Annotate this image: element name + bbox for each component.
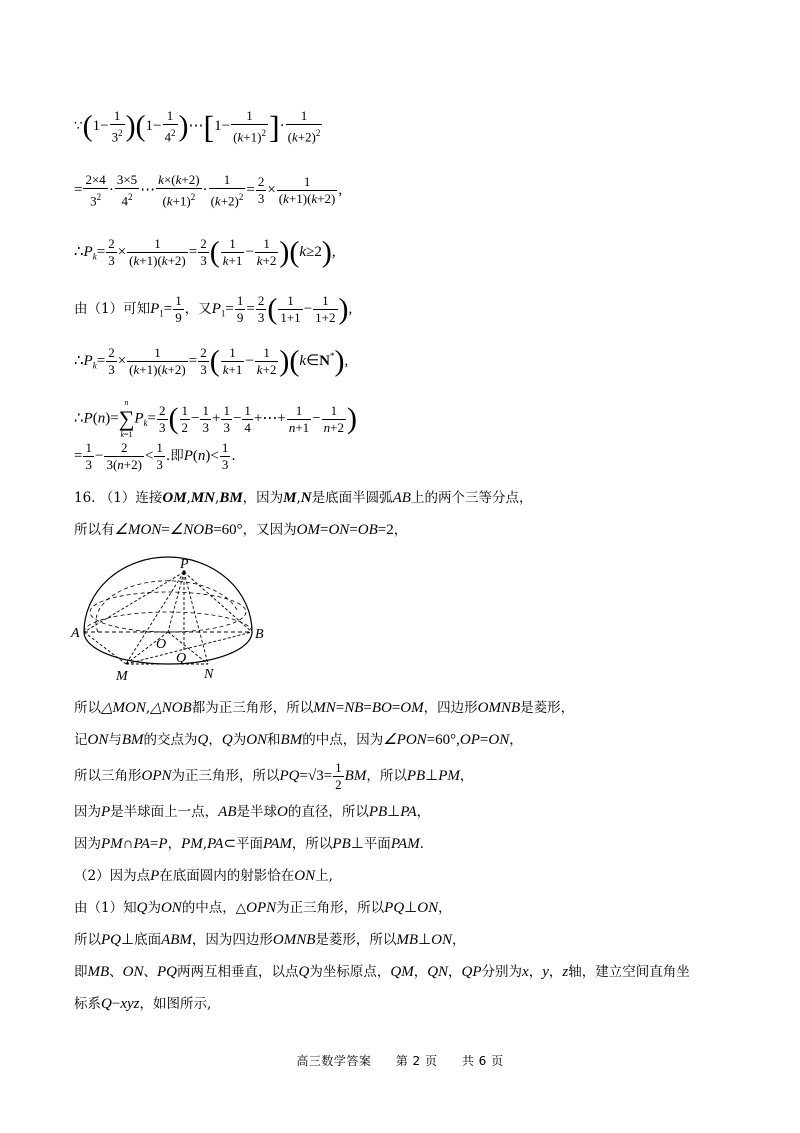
- problem16-line-9: 由（1）知Q为ON的中点，△OPN为正三角形，所以PQ⊥ON，: [74, 900, 452, 916]
- line-am: [84, 632, 126, 664]
- problem16-line-12: 标系Q−xyz，如图所示,: [74, 996, 212, 1012]
- label-o: O: [156, 637, 167, 652]
- problem16-line-4: 记ON与BM的交点为Q，Q为ON和BM的中点，因为∠PON=60°,OP=ON，: [74, 732, 523, 748]
- footer-page: 第 2 页: [395, 1054, 438, 1068]
- line-on: [168, 632, 208, 664]
- problem16-line-6: 因为P是半球面上一点，AB是半球O的直径，所以PB⊥PA，: [74, 804, 431, 820]
- equation-line-6: ∴P(n)= n ∑ k=1 $P_k=$ $\frac{2}{3}$ ( $\frac{1}{2}$ − $\frac{1}{3}$ + $\frac{1}{3}$ − $\frac{1}{4}$ +⋯+ $\frac{1}{n+1}$ − $\frac{1}{n+2}$ ): [74, 398, 357, 439]
- line-pb: [184, 572, 252, 632]
- equation-line-2: = $\frac{2\times 4}{3^2}$ · $\frac{3\times 5}{4^2}$ ⋯ $\frac{k\times(k+2)}{(k+1)^2}$ · $\frac{1}{(k+2)^2}$ = $\frac{2}{3}$ × $\frac{1}{(k+1)(k+2)}$ ,: [74, 172, 343, 209]
- label-q: Q: [176, 651, 187, 666]
- label-b: B: [255, 627, 264, 642]
- hemisphere-figure: [68, 552, 268, 682]
- equation-line-3: $\therefore P_k=$ $\frac{2}{3}$ × $\frac{1}{(k+1)(k+2)}$ = $\frac{2}{3}$ ( $\frac{1}{k+1}$ − $\frac{1}{k+2}$ )(k≥2),: [74, 235, 336, 269]
- problem16-line-11: 即MB、ON、PQ两两互相垂直，以点Q为坐标原点，QM，QN，QP分别为x，y，z轴，建立空间直角坐: [74, 964, 690, 980]
- label-n: N: [204, 667, 214, 682]
- problem16-line-7: 因为PM∩PA=P，PM,PA⊂平面PAM，所以PB⊥平面PAM．: [74, 836, 434, 852]
- label-a: A: [71, 626, 80, 641]
- base-back-arc: [84, 612, 252, 632]
- equation-line-4: 由（1）可知$P_1=$ $\frac{1}{9}$ ，又$P_1=$ $\frac{1}{9}$ = $\frac{2}{3}$ ( $\frac{1}{1+1}$ − $\frac{1}{1+2}$ ),: [74, 292, 353, 326]
- equation-line-5: $\therefore P_k=$ $\frac{2}{3}$ × $\frac{1}{(k+1)(k+2)}$ = $\frac{2}{3}$ ( $\frac{1}{k+1}$ − $\frac{1}{k+2}$ )(k∈N*),: [74, 344, 349, 378]
- problem16-line-2: 所以有∠MON=∠NOB=60°，又因为OM=ON=OB=2，: [74, 522, 408, 538]
- inner-ellipse-2: [96, 581, 238, 632]
- hemisphere-arc: [84, 557, 252, 632]
- equation-line-1: ∵(1− $\frac{1}{3^2}$ )(1− $\frac{1}{4^2}$ )⋯[1− $\frac{1}{(k+1)^2}$ ]· $\frac{1}{(k+2)^2}$: [74, 108, 321, 145]
- footer-total: 共 6 页: [461, 1054, 504, 1068]
- page-footer: [0, 1052, 800, 1069]
- problem16-line-10: 所以PQ⊥底面ABM，因为四边形OMNB是菱形，所以MB⊥ON，: [74, 932, 466, 948]
- line-bm: [126, 632, 252, 664]
- problem16-line-3: 所以△MON,△NOB都为正三角形，所以MN=NB=BO=OM，四边形OMNB是菱形，: [74, 700, 575, 716]
- base-front-arc: [84, 632, 252, 664]
- problem16-line-5: 所以三角形OPN为正三角形，所以PQ=√3= $\frac{1}{2}$ BM，所以PB⊥PM，: [74, 760, 474, 792]
- equation-line-7: = $\frac{1}{3}$ − $\frac{2}{3(n+2)}$ < $\frac{1}{3}$ .即P(n)< $\frac{1}{3}$ .: [74, 440, 236, 472]
- problem16-line-8: （2）因为点P在底面圆内的射影恰在ON上,: [74, 868, 333, 884]
- problem16-line-1: 16. （1）连接OM,MN,BM，因为M,N是底面半圆弧AB上的两个三等分点，: [74, 490, 533, 506]
- line-pa: [84, 572, 184, 632]
- footer-subject: 高三数学答案: [296, 1054, 372, 1068]
- label-p: P: [180, 557, 189, 572]
- label-m: M: [116, 669, 128, 682]
- line-pn: [184, 572, 208, 664]
